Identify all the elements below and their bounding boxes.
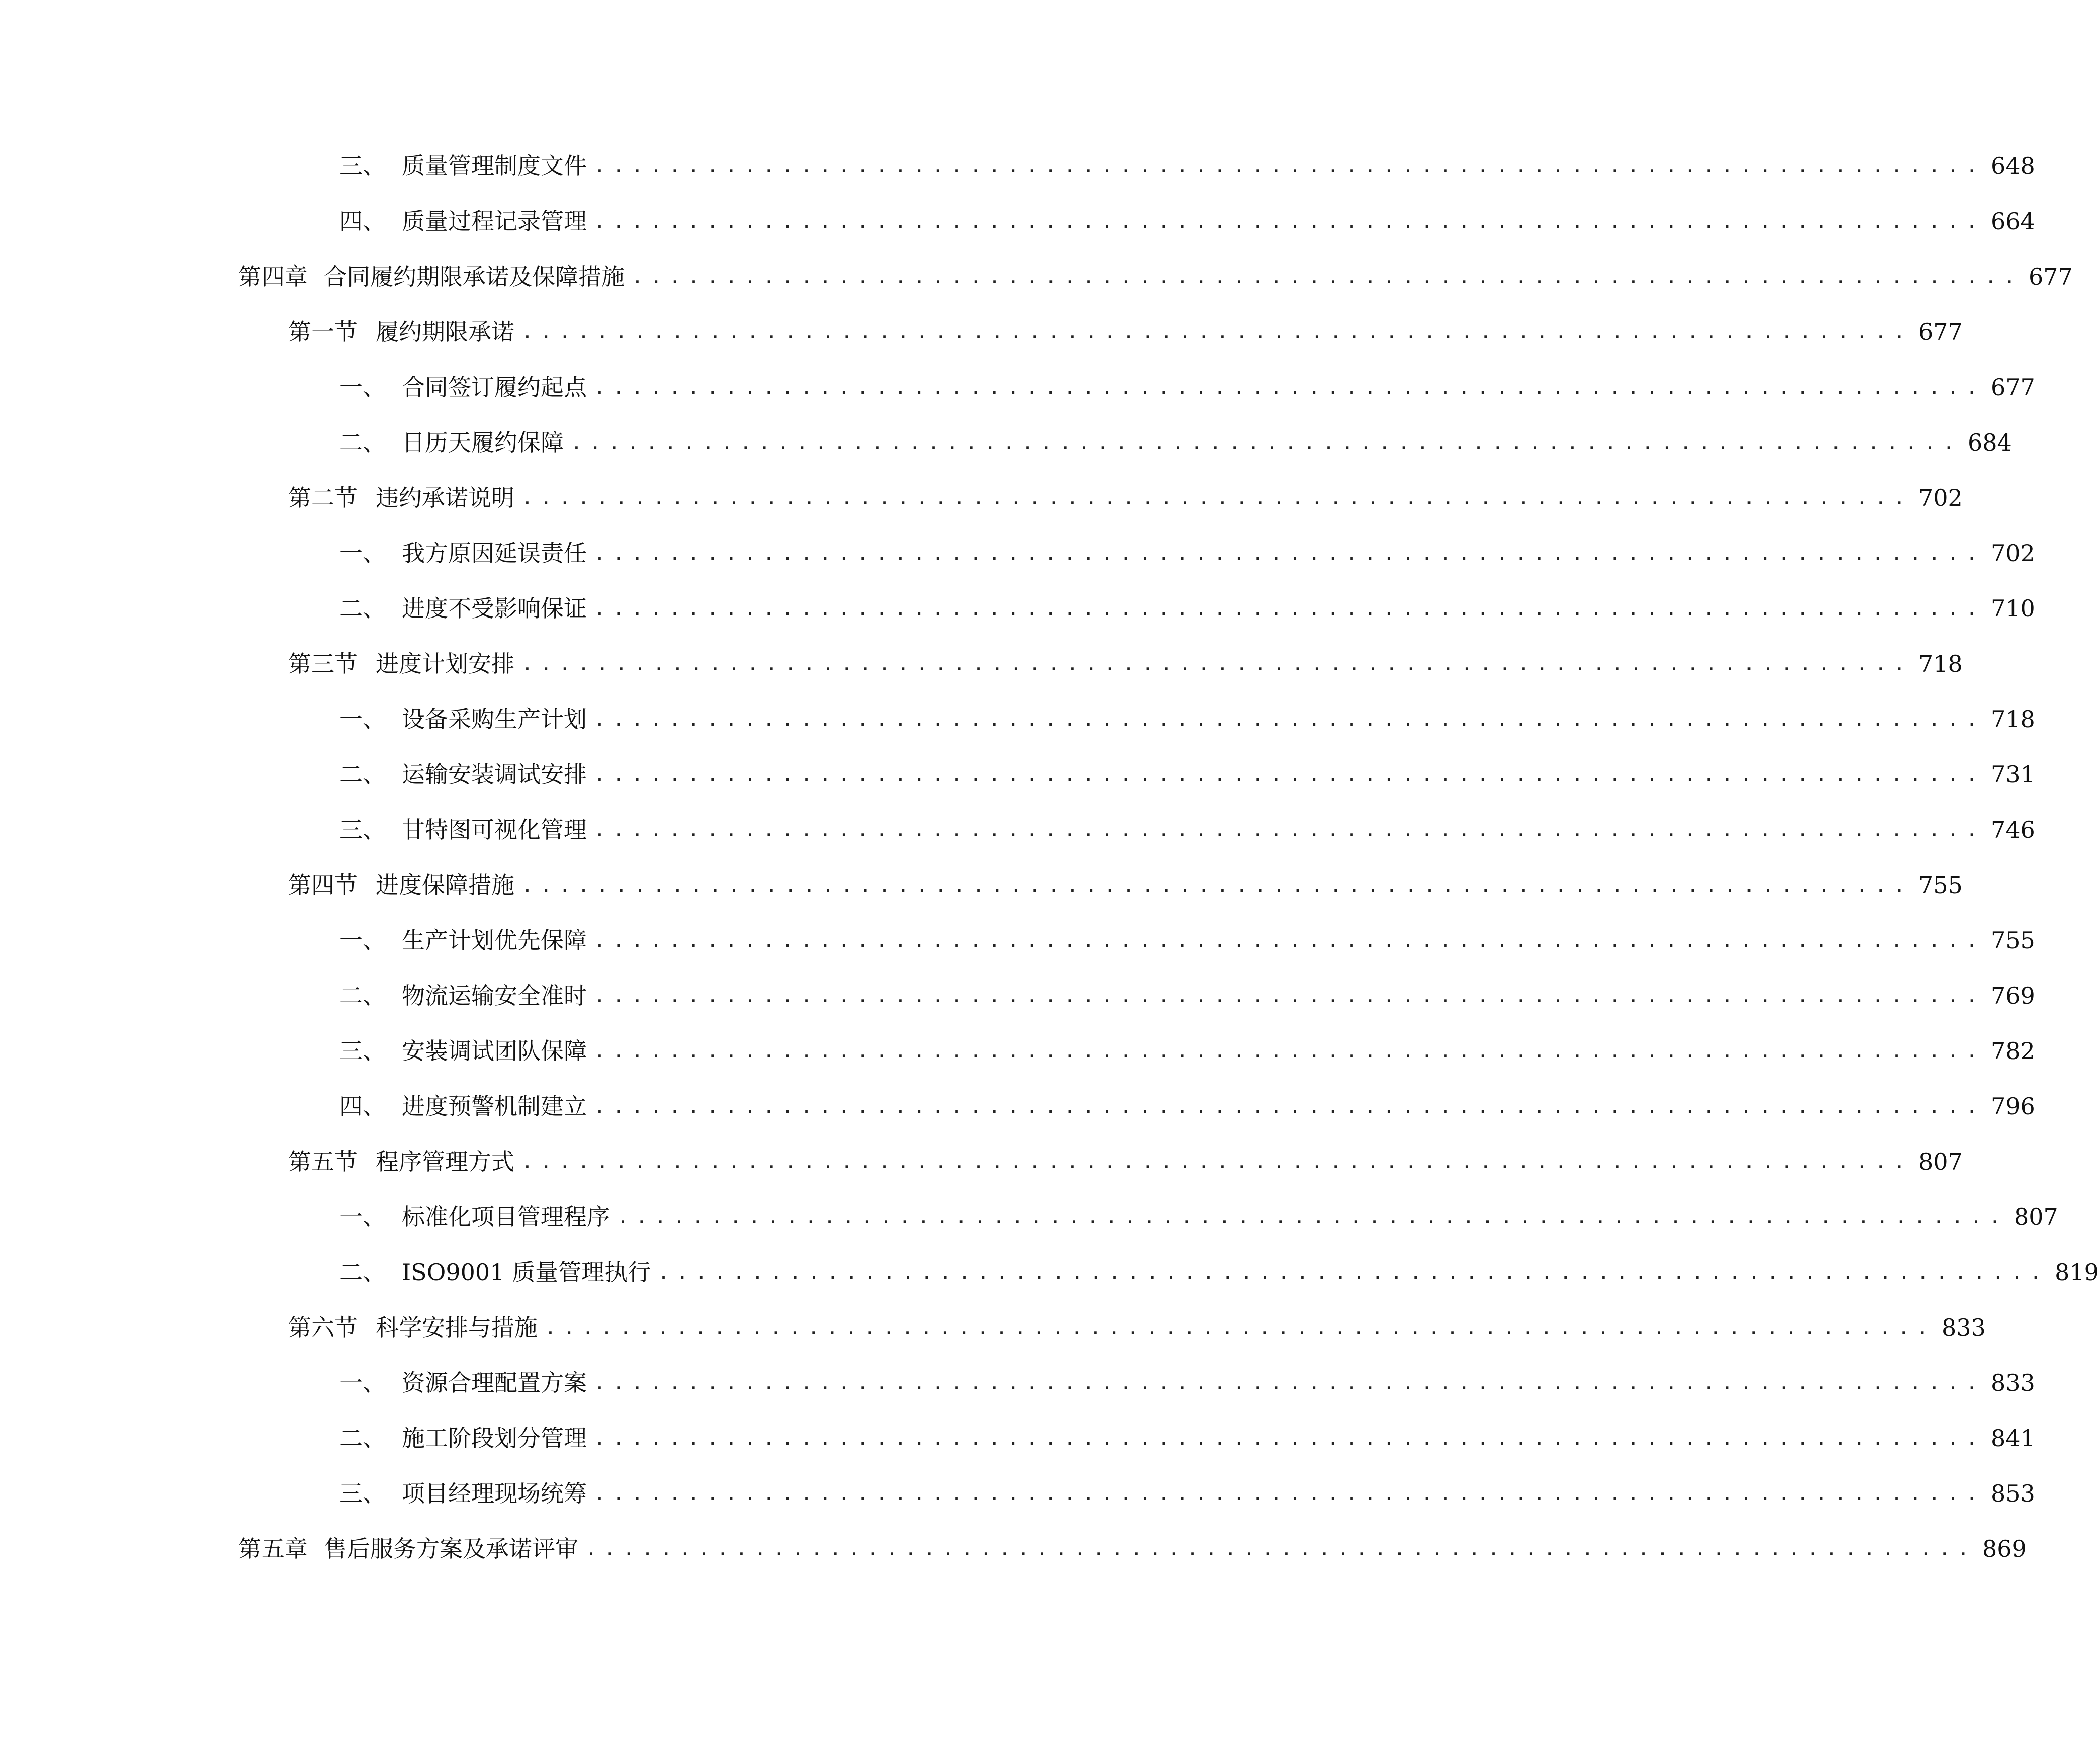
toc-entry[interactable]	[0, 422, 2012, 463]
toc-entry-page: 833	[1990, 1369, 2035, 1396]
toc-entry-prefix: 四、	[339, 208, 386, 235]
toc-entry-page: 807	[1918, 1148, 1963, 1175]
toc-entry-title: 质量管理制度文件	[402, 152, 587, 180]
toc-entry-prefix: 一、	[339, 705, 386, 733]
toc-entry[interactable]	[0, 1363, 2035, 1403]
dot-leader: ..........................................................................	[585, 1538, 1976, 1560]
toc-entry-title: 施工阶段划分管理	[402, 1425, 587, 1452]
toc-entry-page: 833	[1941, 1314, 1986, 1341]
toc-entry[interactable]	[0, 533, 2035, 573]
toc-entry-title: 生产计划优先保障	[402, 927, 587, 954]
toc-entry[interactable]	[0, 754, 2035, 795]
dot-leader: ..........................................................................	[594, 1095, 1985, 1117]
toc-entry-prefix: 第一节	[288, 318, 358, 345]
toc-entry[interactable]	[0, 1141, 1963, 1182]
dot-leader: ..........................................................................	[521, 321, 1912, 343]
dot-leader: ..........................................................................	[594, 708, 1985, 730]
toc-entry-page: 677	[2028, 263, 2073, 290]
toc-entry[interactable]	[0, 312, 1963, 352]
toc-entry-page: 807	[2014, 1203, 2058, 1230]
toc-entry-title: 违约承诺说明	[376, 484, 514, 511]
toc-entry-title: 我方原因延误责任	[402, 540, 587, 567]
toc-entry-page: 684	[1967, 429, 2012, 456]
dot-leader: ..........................................................................	[545, 1316, 1936, 1339]
toc-entry-page: 782	[1990, 1037, 2035, 1065]
toc-entry-page: 746	[1990, 816, 2035, 843]
toc-entry[interactable]	[0, 146, 2035, 186]
dot-leader: ..........................................................................	[594, 1427, 1985, 1449]
toc-entry-prefix: 第六节	[288, 1314, 358, 1341]
toc-entry-page: 710	[1990, 595, 2035, 622]
toc-entry-prefix: 二、	[339, 429, 386, 456]
toc-entry-page: 718	[1918, 650, 1963, 677]
toc-entry-title: 合同履约期限承诺及保障措施	[324, 263, 625, 290]
toc-entry[interactable]	[0, 478, 1963, 518]
toc-entry-title: 进度计划安排	[376, 650, 514, 677]
toc-entry[interactable]	[0, 1086, 2035, 1126]
toc-entry-title: ISO9001 质量管理执行	[402, 1259, 651, 1286]
toc-entry-title: 日历天履约保障	[402, 429, 564, 456]
toc-entry-prefix: 三、	[339, 1037, 386, 1065]
toc-entry-title: 质量过程记录管理	[402, 208, 587, 235]
toc-entry[interactable]	[0, 1473, 2035, 1514]
toc-entry[interactable]	[0, 644, 1963, 684]
toc-entry-page: 677	[1990, 374, 2035, 401]
toc-entry-prefix: 第三节	[288, 650, 358, 677]
toc-entry-page: 755	[1990, 927, 2035, 954]
toc-entry-prefix: 第二节	[288, 484, 358, 511]
dot-leader: ..........................................................................	[521, 487, 1912, 509]
toc-entry-page: 819	[2055, 1259, 2099, 1286]
dot-leader: ..........................................................................	[594, 1040, 1985, 1062]
dot-leader: ..........................................................................	[658, 1261, 2049, 1283]
toc-entry-prefix: 第五节	[288, 1148, 358, 1175]
dot-leader: ..........................................................................	[594, 763, 1985, 785]
dot-leader: ..........................................................................	[594, 1482, 1985, 1505]
toc-entry[interactable]	[0, 699, 2035, 739]
dot-leader: ..........................................................................	[594, 542, 1985, 564]
toc-entry-prefix: 二、	[339, 595, 386, 622]
dot-leader: ..........................................................................	[521, 653, 1912, 675]
toc-entry-prefix: 二、	[339, 761, 386, 788]
toc-entry-title: 甘特图可视化管理	[402, 816, 587, 843]
toc-entry[interactable]	[0, 865, 1963, 905]
dot-leader: ..........................................................................	[594, 929, 1985, 951]
toc-entry-page: 664	[1990, 208, 2035, 235]
toc-entry[interactable]	[0, 588, 2035, 629]
toc-entry-prefix: 三、	[339, 1480, 386, 1507]
toc-entry-prefix: 一、	[339, 927, 386, 954]
dot-leader: ..........................................................................	[521, 874, 1912, 896]
toc-entry[interactable]	[0, 1031, 2035, 1071]
toc-entry-title: 进度预警机制建立	[402, 1093, 587, 1120]
dot-leader: ..........................................................................	[594, 1372, 1985, 1394]
toc-entry-prefix: 一、	[339, 374, 386, 401]
toc-entry-page: 796	[1990, 1093, 2035, 1120]
toc-entry-page: 755	[1918, 871, 1963, 899]
toc-entry-prefix: 一、	[339, 540, 386, 567]
toc-entry-page: 853	[1990, 1480, 2035, 1507]
toc-entry-title: 物流运输安全准时	[402, 982, 587, 1009]
dot-leader: ..........................................................................	[594, 985, 1985, 1007]
dot-leader: ..........................................................................	[571, 431, 1962, 454]
toc-entry-prefix: 二、	[339, 982, 386, 1009]
toc-entry-prefix: 第五章	[238, 1535, 308, 1562]
toc-entry-title: 程序管理方式	[376, 1148, 514, 1175]
toc-entry[interactable]	[0, 1252, 2099, 1292]
toc-entry-title: 合同签订履约起点	[402, 374, 587, 401]
toc-entry-prefix: 第四节	[288, 871, 358, 899]
dot-leader: ..........................................................................	[594, 597, 1985, 620]
toc-entry-prefix: 一、	[339, 1369, 386, 1396]
toc-entry-prefix: 四、	[339, 1093, 386, 1120]
dot-leader: ..........................................................................	[594, 376, 1985, 398]
toc-entry-page: 869	[1982, 1535, 2027, 1562]
toc-entry-page: 702	[1918, 484, 1963, 511]
toc-entry-title: 进度不受影响保证	[402, 595, 587, 622]
toc-entry-page: 718	[1990, 705, 2035, 733]
toc-entry-page: 731	[1990, 761, 2035, 788]
toc-entry-title: 运输安装调试安排	[402, 761, 587, 788]
toc-entry-title: 履约期限承诺	[376, 318, 514, 345]
toc-entry-title: 售后服务方案及承诺评审	[324, 1535, 578, 1562]
toc-entry-title: 项目经理现场统筹	[402, 1480, 587, 1507]
toc-entry[interactable]	[0, 367, 2035, 407]
toc-entry[interactable]	[0, 810, 2035, 850]
toc-entry[interactable]	[0, 920, 2035, 960]
toc-entry-prefix: 三、	[339, 816, 386, 843]
toc-entry-page: 702	[1990, 540, 2035, 567]
toc-entry-title: 标准化项目管理程序	[402, 1203, 610, 1230]
toc-entry[interactable]	[0, 1418, 2035, 1458]
toc-entry-prefix: 三、	[339, 152, 386, 180]
dot-leader: ..........................................................................	[521, 1151, 1912, 1173]
dot-leader: ..........................................................................	[617, 1206, 2008, 1228]
toc-entry-title: 设备采购生产计划	[402, 705, 587, 733]
toc-entry[interactable]	[0, 1307, 1986, 1348]
dot-leader: ..........................................................................	[632, 266, 2023, 288]
toc-entry[interactable]	[0, 1197, 2058, 1237]
toc-entry-prefix: 二、	[339, 1425, 386, 1452]
toc-entry-title: 资源合理配置方案	[402, 1369, 587, 1396]
toc-entry-title: 安装调试团队保障	[402, 1037, 587, 1065]
toc-entry[interactable]	[0, 1529, 2027, 1569]
toc-entry-title: 科学安排与措施	[376, 1314, 538, 1341]
toc-entry-prefix: 一、	[339, 1203, 386, 1230]
dot-leader: ..........................................................................	[594, 819, 1985, 841]
toc-entry-page: 841	[1990, 1425, 2035, 1452]
toc-entry[interactable]	[0, 256, 2073, 297]
dot-leader: ..........................................................................	[594, 155, 1985, 177]
toc-entry-title: 进度保障措施	[376, 871, 514, 899]
toc-entry-prefix: 二、	[339, 1259, 386, 1286]
toc-entry-page: 677	[1918, 318, 1963, 345]
dot-leader: ..........................................................................	[594, 210, 1985, 232]
toc-entry-page: 769	[1990, 982, 2035, 1009]
toc-entry-prefix: 第四章	[238, 263, 308, 290]
toc-entry[interactable]	[0, 201, 2035, 241]
toc-entry-page: 648	[1990, 152, 2035, 180]
toc-entry[interactable]	[0, 976, 2035, 1016]
